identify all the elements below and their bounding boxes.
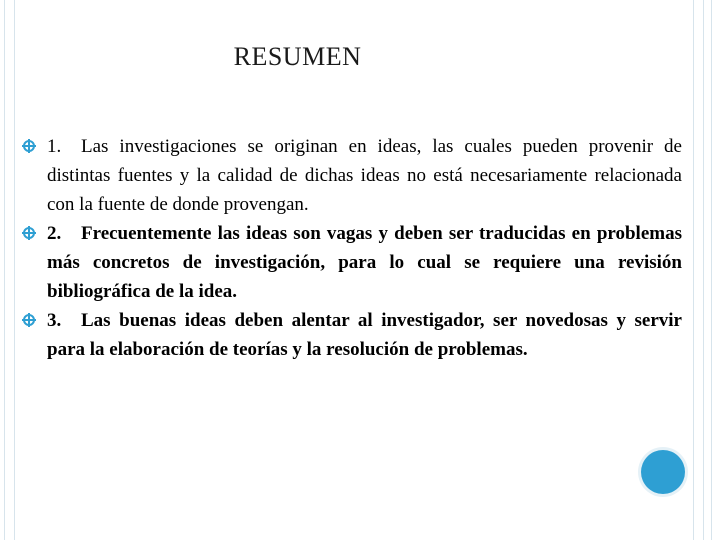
list-item [22,306,682,364]
slide-frame-right-line [693,0,704,540]
crosshair-bullet-icon [22,226,36,240]
list-item [22,219,682,306]
bullet-list [22,132,682,364]
list-item-number: 2. [47,223,62,244]
list-item-text [47,306,682,364]
crosshair-bullet-icon [22,139,36,153]
slide-title: RESUMEN [233,42,362,71]
list-item-number: 1. [47,136,62,157]
list-item-text [47,219,682,306]
list-item-body: Frecuentemente las ideas son vagas y deben ser traducidas en problemas más concretos de investigación, para lo cual se requiere una revisión bibliográfica de la idea. [47,223,682,302]
list-item-body: Las investigaciones se originan en ideas, las cuales pueden provenir de distintas fuentes y la calidad de dichas ideas no está necesariamente relacionada con la fuente de donde provengan. [47,136,682,215]
list-item-text [47,132,682,219]
list-item-body: Las buenas ideas deben alentar al investigador, ser novedosas y servir para la elaboración de teorías y la resolución de problemas. [47,310,682,360]
crosshair-bullet-icon [22,313,36,327]
list-item [22,132,682,219]
list-item-number: 3. [47,310,62,331]
decorative-circle [641,450,685,494]
